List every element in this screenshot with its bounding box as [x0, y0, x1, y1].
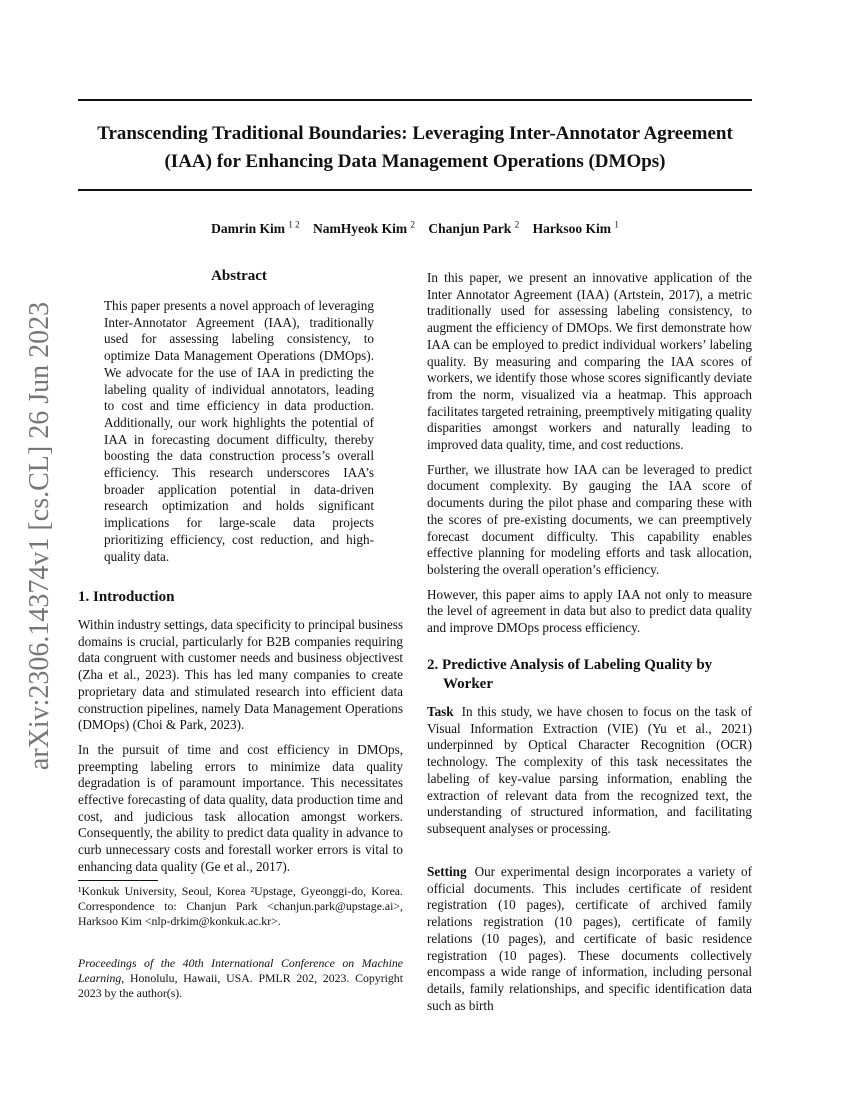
footnote-rule — [78, 880, 158, 881]
task-paragraph: Task In this study, we have chosen to focus on the task of Visual Information Extraction (VIE) (Yu et al., 2021) underpinned by Optical Character Recognition (OCR) technology. The complexity of this task necessitates the labeling of key-value parsing information, enabling the extraction of relevant data from the recognized text, the understanding of structured information, and facilitating subsequent analyses or processing. — [427, 704, 752, 836]
setting-label: Setting — [427, 864, 467, 879]
author-list — [78, 219, 752, 237]
body-paragraph: Further, we illustrate how IAA can be leveraged to predict document complexity. By gauging the IAA score of documents during the pilot phase and comparing these with the scores of pre-existing documents, we can preemptively forecast document difficulty. This capability enables effective planning for modeling efforts and task allocation, bolstering the overall operation’s efficiency. — [427, 461, 752, 577]
setting-paragraph: Setting Our experimental design incorporates a variety of official documents. This includes certificate of resident registration (10 pages), certificate of archived family relations registration (10 pages), certificate of family relations (10 pages), and certificate of basic residence registration (10 pages). These documents collectively encompass a wide range of information, including personal details, family relationships, and specific identification data such as birth — [427, 864, 752, 1013]
section2-heading: 2. Predictive Analysis of Labeling Quality by Worker — [427, 657, 713, 692]
abstract-text: This paper presents a novel approach of leveraging Inter-Annotator Agreement (IAA), traditionally used for assessing labeling consistency, to optimize Data Management Operations (DMOps). We advocate for the use of IAA in predicting the labeling quality of individual annotators, leading to cost and time efficiency in data production. Additionally, our work highlights the potential of IAA in forecasting document difficulty, thereby boosting the data construction process’s overall efficiency. This research underscores IAA’s broader application potential in data-driven research optimization and holds significant implications for large-scale data projects prioritizing efficiency, cost reduction, and high-quality data. — [104, 298, 374, 564]
title-bottom-rule — [78, 189, 752, 191]
paper-title: Transcending Traditional Boundaries: Leveraging Inter-Annotator Agreement (IAA) for Enhancing Data Management Operations (DMOps) — [97, 123, 733, 172]
right-column-body — [427, 270, 752, 645]
author: Harksoo Kim $^1$ — [532, 219, 619, 236]
intro-body — [78, 617, 403, 884]
affiliation-footnote: ¹Konkuk University, Seoul, Korea ²Upstage, Gyeonggi-do, Korea. Correspondence to: Chanjun Park <chanjun.park@upstage.ai>, Harksoo Kim <nlp-drkim@konkuk.ac.kr>. — [78, 884, 403, 928]
body-paragraph: In this paper, we present an innovative application of the Inter Annotator Agreement (IAA) (Artstein, 2017), a metric traditionally used for assessing labeling consistency, to augment the efficiency of DMOps. We first demonstrate how IAA can be employed to predict individual workers’ labeling quality. By measuring and comparing the IAA scores of workers, we identify those whose scores significantly deviate from the norm, visualized via a heatmap. This approach facilitates targeted retraining, preemptively mitigating quality disparities amongst workers and naturally leading to improved data quality, time, and cost reductions. — [427, 270, 752, 453]
task-label: Task — [427, 704, 454, 719]
proceedings-note: Proceedings of the 40th International Conference on Machine Learning, Honolulu, Hawaii, USA. PMLR 202, 2023. Copyright 2023 by the author(s). — [78, 956, 403, 1000]
top-rule — [78, 99, 752, 101]
arxiv-side-label: arXiv:2306.14374v1 [cs.CL] 26 Jun 2023 — [24, 301, 55, 771]
intro-paragraph: In the pursuit of time and cost efficiency in DMOps, preempting labeling errors to minimize data quality degradation is of paramount importance. This necessitates effective forecasting of data quality, data production time and cost, and judicious task allocation amongst workers. Consequently, the ability to predict data quality in advance to curb unnecessary costs and forestall worker errors is vital to enhancing data quality (Ge et al., 2017). — [78, 741, 403, 874]
intro-heading: 1. Introduction — [78, 589, 175, 605]
body-paragraph: However, this paper aims to apply IAA not only to measure the level of agreement in data but also to predict data quality and improve DMOps process efficiency. — [427, 586, 752, 636]
abstract-heading: Abstract — [211, 268, 267, 284]
intro-paragraph: Within industry settings, data specificity to principal business domains is crucial, particularly for B2B companies requiring data congruent with customer needs and business objectivest (Zha et al., 2023). This has led many companies to create proprietary data and stimulated research into efficient data construction pipelines, namely Data Management Operations (DMOps) (Choi & Park, 2023). — [78, 617, 403, 733]
author: Chanjun Park $^2$ — [428, 219, 520, 236]
author: Damrin Kim $^{1 2}$ — [211, 219, 300, 236]
author: NamHyeok Kim $^2$ — [313, 219, 416, 236]
